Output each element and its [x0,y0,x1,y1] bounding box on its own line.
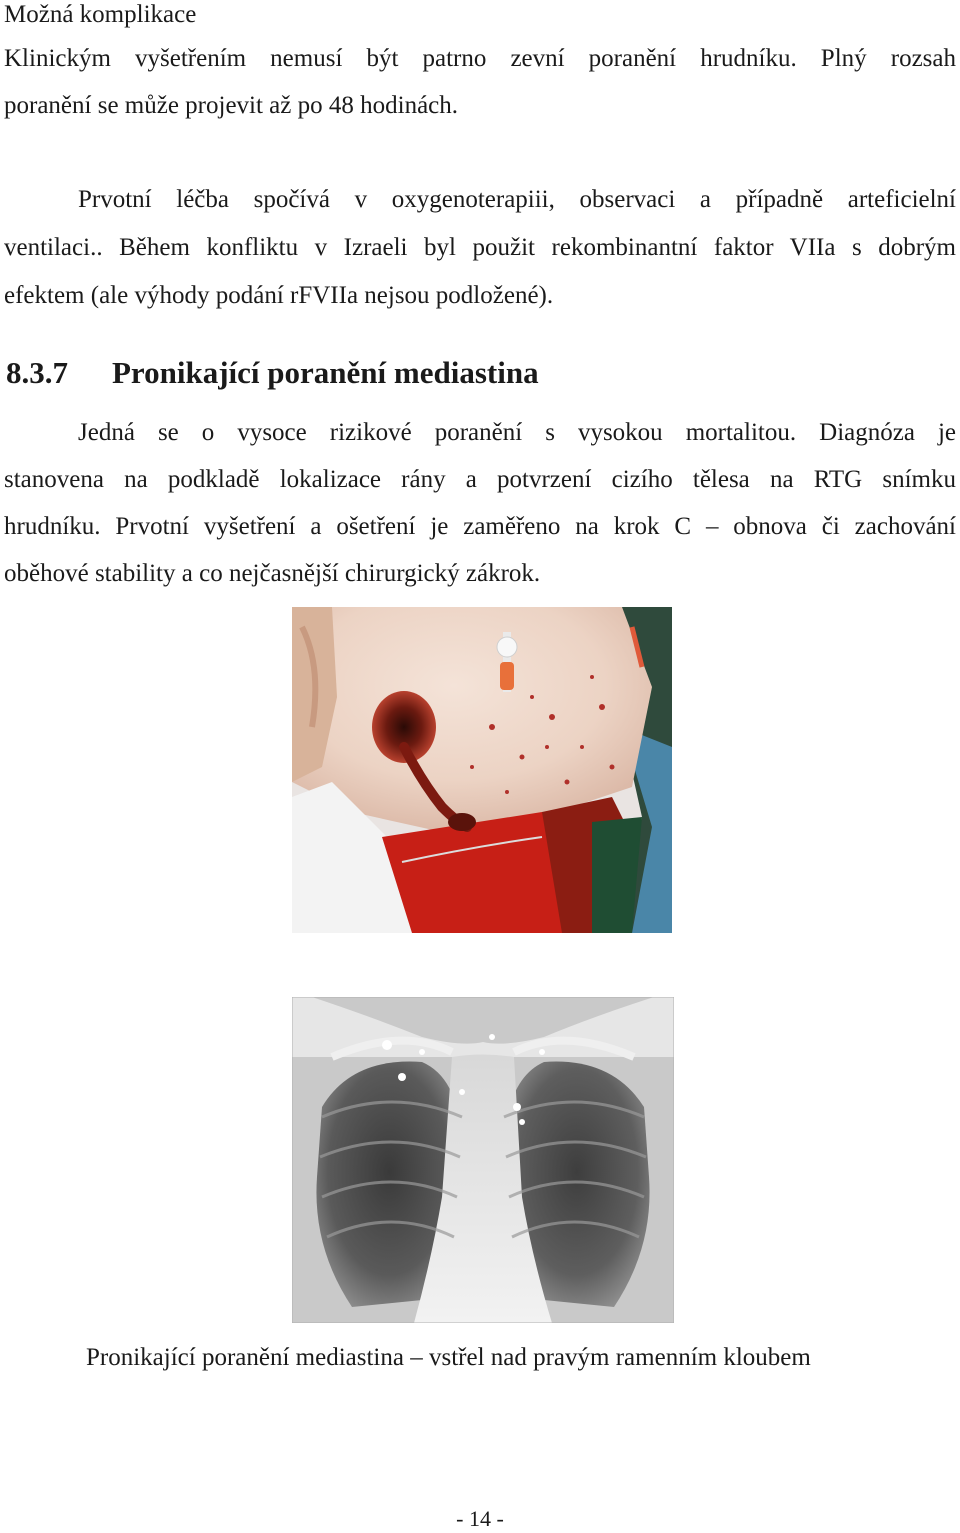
text-line: ventilaci.. Během konfliktu v Izraeli byl použit rekombinantní faktor VIIa s dobrým [4,234,956,261]
chest-xray [292,997,674,1323]
text-line: stanovena na podkladě lokalizace rány a potvrzení cizího tělesa na RTG snímku [4,466,956,493]
text-line: hrudníku. Prvotní vyšetření a ošetření je zaměřeno na krok C – obnova či zachování [4,513,956,540]
section-number: 8.3.7 [6,355,68,390]
figure-caption: Pronikající poranění mediastina – vstřel nad pravým ramenním kloubem [86,1344,811,1371]
section-title: Pronikající poranění mediastina [112,355,539,390]
wound-photo [292,607,672,933]
text-line: efektem (ale výhody podání rFVIIa nejsou podložené). [4,282,554,309]
text-line: Jedná se o vysoce rizikové poranění s vysokou mortalitou. Diagnóza je [78,419,956,446]
text-line: oběhové stability a co nejčasnější chirurgický zákrok. [4,560,541,587]
text-line: Klinickým vyšetřením nemusí být patrno zevní poranění hrudníku. Plný rozsah [4,45,956,72]
section-heading [6,355,539,391]
text-line-complication: Možná komplikace [4,1,197,28]
text-line: poranění se může projevit až po 48 hodinách. [4,92,459,119]
page-number: - 14 - [456,1506,504,1531]
text-line: Prvotní léčba spočívá v oxygenoterapiii, observaci a případně arteficielní [78,186,956,213]
